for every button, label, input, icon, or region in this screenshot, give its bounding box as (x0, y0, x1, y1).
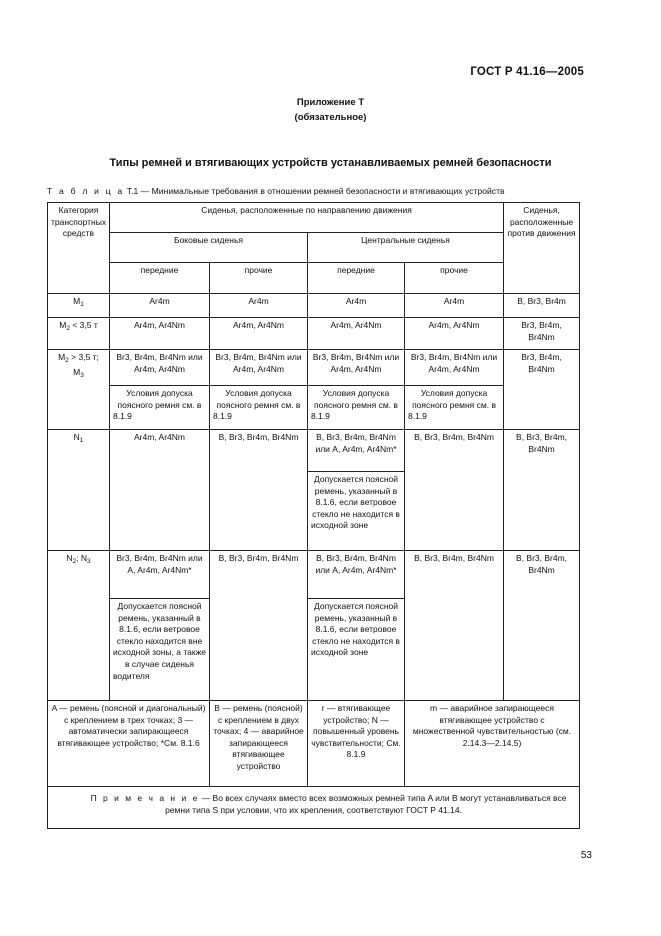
table-cell: B, Br3, Br4m, Br4Nm (210, 430, 308, 551)
table-cell: Ar4m, Ar4Nm (110, 318, 210, 350)
note-cell: Допускается поясной ремень, указанный в 8.1.6, если ветровое стекло находится вне исходной зоны, а также в случае сиденья водителя (110, 599, 210, 701)
table-caption (47, 186, 505, 196)
header-center-front: передние (308, 263, 405, 294)
table-cell: Ar4m (210, 294, 308, 318)
table-cell: Ar4m, Ar4Nm (110, 430, 210, 551)
table-cell: B, Br3, Br4m, Br4Nm (405, 430, 504, 551)
note-cell: Допускается поясной ремень, указанный в 8.1.6, если ветровое стекло не находится в исходной зоне (308, 472, 405, 551)
table-row (48, 350, 580, 386)
header-side-front: передние (110, 263, 210, 294)
appendix-title: Приложение Т (296, 97, 365, 108)
table-cell: B, Br3, Br4m, Br4Nm (210, 551, 308, 701)
table-cell: B, Br3, Br4m (504, 294, 580, 318)
table-cell: B, Br3, Br4m, Br4Nm (504, 551, 580, 701)
table-cell: Br3, Br4m, Br4Nm (504, 318, 580, 350)
table-row (48, 294, 580, 318)
header-forward-seats: Сиденья, расположенные по направлению движения (110, 203, 504, 233)
table-cell: Ar4m (110, 294, 210, 318)
header-side-other: прочие (210, 263, 308, 294)
table-cell: Br3, Br4m, Br4Nm или A, Ar4m, Ar4Nm* (110, 551, 210, 599)
table-cell: Br3, Br4m, Br4Nm (504, 350, 580, 430)
requirements-table (47, 202, 580, 829)
table-cell: Ar4m, Ar4Nm (405, 318, 504, 350)
table-cell: B, Br3, Br4m, Br4Nm (504, 430, 580, 551)
table-cell: Ar4m, Ar4Nm (308, 318, 405, 350)
condition-cell: Условия допуска поясного ремня см. в 8.1.9 (308, 386, 405, 430)
header-rear-facing-seats: Сиденья, расположенные против движения (504, 203, 580, 294)
table-cell: Br3, Br4m, Br4Nm или Ar4m, Ar4Nm (308, 350, 405, 386)
table-cell: Br3, Br4m, Br4Nm или Ar4m, Ar4Nm (405, 350, 504, 386)
legend-cell: A — ремень (поясной и диагональный) с креплением в трех точках; 3 — автоматически запирающееся втягивающее устройство; *См. 8.1.6 (48, 701, 210, 787)
note-label: П р и м е ч а н и е (90, 793, 200, 803)
category-cell: $N_1$ (48, 430, 110, 551)
category-cell: $M_2 < 3,5$ т (48, 318, 110, 350)
table-row (48, 318, 580, 350)
header-center-other: прочие (405, 263, 504, 294)
table-caption-text: Т.1 — Минимальные требования в отношении ремней безопасности и втягивающих устройств (126, 186, 505, 196)
table-cell: Ar4m (405, 294, 504, 318)
appendix-heading (0, 95, 661, 125)
page-number: 53 (580, 850, 592, 861)
document-code: ГОСТ Р 41.16—2005 (470, 66, 584, 78)
table-caption-prefix: Т а б л и ц а (47, 186, 125, 196)
legend-row (48, 701, 580, 787)
header-row (48, 263, 580, 294)
header-category: Категория транспортных средств (48, 203, 110, 294)
category-cell: $M_1$ (48, 294, 110, 318)
category-cell: $N_2$; $N_3$ (48, 551, 110, 701)
table-cell: Br3, Br4m, Br4Nm или Ar4m, Ar4Nm (210, 350, 308, 386)
table-cell: B, Br3, Br4m, Br4Nm (405, 551, 504, 701)
table-row (48, 386, 580, 430)
table-cell: Br3, Br4m, Br4Nm или Ar4m, Ar4Nm (110, 350, 210, 386)
table-row (48, 551, 580, 599)
legend-cell: r — втягивающее устройство; N — повышенный уровень чувствительности; См. 8.1.9 (308, 701, 405, 787)
note-row (48, 787, 580, 829)
condition-cell: Условия допуска поясного ремня см. в 8.1.9 (110, 386, 210, 430)
table-row (48, 430, 580, 472)
condition-cell: Условия допуска поясного ремня см. в 8.1.9 (210, 386, 308, 430)
note-text: — Во всех случаях вместо всех возможных ремней типа A или B могут устанавливаться все ремни типа S при условии, что их крепления, соответствуют ГОСТ Р 41.14. (165, 793, 567, 815)
note-cell: Допускается поясной ремень, указанный в 8.1.6, если ветровое стекло не находится в исходной зоне (308, 599, 405, 701)
legend-cell: m — аварийное запирающееся втягивающее устройство с множественной чувствительностью (см. 2.14.3—2.14.5) (405, 701, 580, 787)
category-cell: $M_2 > 3,5$ т; $M_3$ (48, 350, 110, 430)
table-cell: Ar4m, Ar4Nm (210, 318, 308, 350)
main-title: Типы ремней и втягивающих устройств устанавливаемых ремней безопасности (109, 157, 552, 169)
appendix-status: (обязательное) (294, 112, 367, 123)
condition-cell: Условия допуска поясного ремня см. в 8.1.9 (405, 386, 504, 430)
table-note (48, 787, 580, 829)
header-row (48, 203, 580, 233)
table-cell: B, Br3, Br4m, Br4Nm или A, Ar4m, Ar4Nm* (308, 551, 405, 599)
header-center-seats: Центральные сиденья (308, 233, 504, 263)
legend-cell: B — ремень (поясной) с креплением в двух точках; 4 — аварийное запирающееся втягивающее устройство (210, 701, 308, 787)
table-cell: Ar4m (308, 294, 405, 318)
header-side-seats: Боковые сиденья (110, 233, 308, 263)
header-row (48, 233, 580, 263)
table-cell: B, Br3, Br4m, Br4Nm или A, Ar4m, Ar4Nm* (308, 430, 405, 472)
